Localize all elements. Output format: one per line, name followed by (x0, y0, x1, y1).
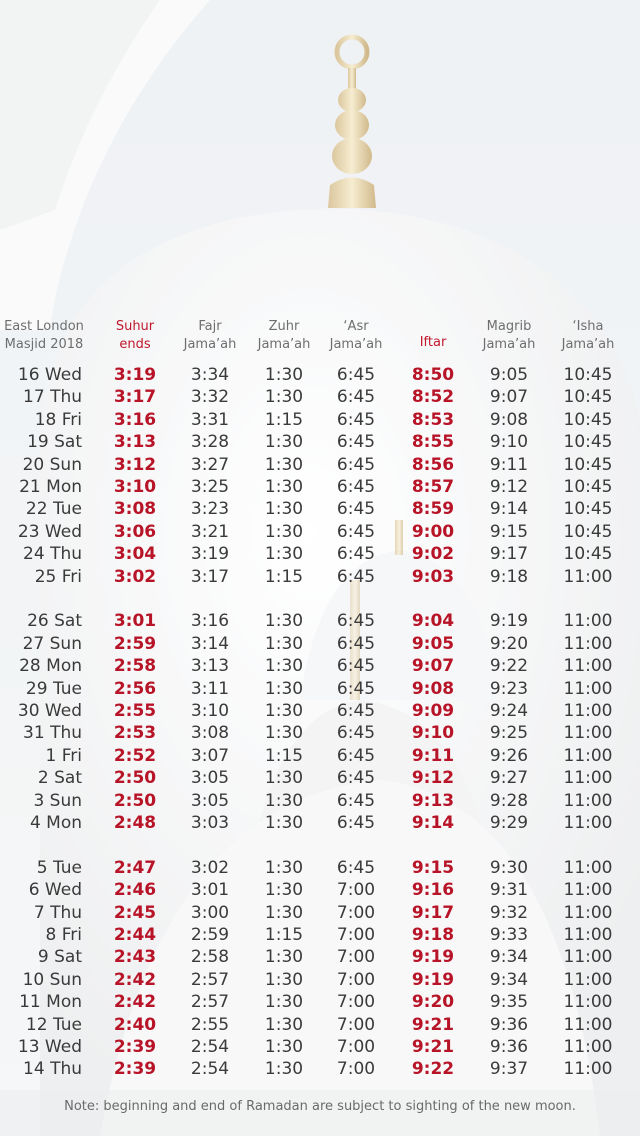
cell-isha: 11:00 (563, 723, 613, 744)
cell-iftar: 9:17 (411, 902, 455, 923)
cell-isha: 11:00 (563, 790, 613, 811)
cell-zuhr: 1:30 (264, 611, 304, 632)
table-row (0, 386, 640, 408)
table-row (0, 879, 640, 901)
cell-asr: 7:00 (336, 1014, 376, 1035)
cell-isha: 10:45 (563, 387, 613, 408)
cell-fajr: 3:23 (190, 499, 230, 520)
cell-asr: 6:45 (336, 768, 376, 789)
header-fajr-line1: Fajr (198, 319, 222, 334)
cell-isha: 10:45 (563, 499, 613, 520)
header-fajr (175, 318, 245, 354)
table-row (0, 655, 640, 677)
cell-day: 31 Thu (23, 723, 82, 744)
cell-isha: 11:00 (563, 611, 613, 632)
table-row (0, 946, 640, 968)
cell-asr: 6:45 (336, 477, 376, 497)
cell-iftar: 9:21 (411, 1014, 455, 1035)
cell-magrib: 9:35 (489, 992, 529, 1013)
cell-iftar: 9:08 (411, 678, 455, 699)
cell-zuhr: 1:30 (264, 790, 304, 811)
cell-day: 26 Sat (27, 611, 82, 632)
cell-suhur: 2:48 (113, 813, 157, 833)
header-suhur-line2: ends (119, 337, 151, 352)
cell-magrib: 9:31 (489, 880, 529, 901)
cell-asr: 6:45 (336, 656, 376, 677)
cell-zuhr: 1:30 (264, 880, 304, 901)
cell-iftar: 9:11 (411, 745, 455, 766)
cell-iftar: 8:57 (411, 477, 455, 497)
cell-fajr: 3:31 (190, 409, 230, 430)
cell-zuhr: 1:30 (264, 432, 304, 453)
cell-zuhr: 1:15 (264, 409, 304, 430)
cell-fajr: 3:01 (190, 880, 230, 901)
cell-fajr: 3:21 (190, 521, 230, 542)
header-magrib-line1: Magrib (486, 319, 532, 334)
cell-fajr: 3:32 (190, 387, 230, 408)
cell-asr: 6:45 (336, 633, 376, 654)
cell-isha: 10:45 (563, 521, 613, 542)
cell-fajr: 2:58 (190, 947, 230, 968)
header-zuhr (249, 318, 319, 354)
table-row (0, 1014, 640, 1036)
cell-iftar: 9:19 (411, 947, 455, 968)
table-row (0, 566, 640, 588)
cell-zuhr: 1:30 (264, 499, 304, 520)
cell-iftar: 9:04 (411, 611, 455, 632)
cell-fajr: 3:16 (190, 611, 230, 632)
cell-fajr: 3:05 (190, 768, 230, 789)
cell-isha: 11:00 (563, 1037, 613, 1057)
cell-day: 19 Sat (27, 432, 82, 453)
cell-magrib: 9:17 (489, 544, 529, 565)
cell-zuhr: 1:30 (264, 1059, 304, 1080)
cell-iftar: 9:14 (411, 813, 455, 833)
cell-suhur: 3:01 (113, 611, 157, 632)
cell-magrib: 9:12 (489, 477, 529, 497)
cell-day: 20 Sun (22, 454, 82, 475)
table-row (0, 364, 640, 386)
cell-asr: 6:45 (336, 678, 376, 699)
cell-fajr: 3:08 (190, 723, 230, 744)
cell-iftar: 8:59 (411, 499, 455, 520)
cell-fajr: 3:07 (190, 745, 230, 766)
cell-suhur: 3:17 (113, 387, 157, 408)
cell-magrib: 9:37 (489, 1059, 529, 1080)
cell-asr: 7:00 (336, 992, 376, 1013)
cell-suhur: 2:58 (113, 656, 157, 677)
cell-isha: 11:00 (563, 813, 613, 833)
cell-iftar: 9:07 (411, 656, 455, 677)
cell-day: 18 Fri (34, 409, 82, 430)
footer-note: Note: beginning and end of Ramadan are subject to sighting of the new moon. (64, 1099, 576, 1114)
cell-iftar: 8:50 (411, 365, 455, 385)
cell-day: 27 Sun (22, 633, 82, 654)
cell-fajr: 2:57 (190, 992, 230, 1013)
header-asr-line2: Jama’ah (329, 337, 383, 352)
cell-asr: 6:45 (336, 387, 376, 408)
cell-day: 14 Thu (23, 1059, 82, 1080)
table-row (0, 610, 640, 632)
cell-isha: 11:00 (563, 656, 613, 677)
cell-magrib: 9:30 (489, 857, 529, 878)
cell-suhur: 2:39 (113, 1037, 157, 1057)
cell-fajr: 3:25 (190, 477, 230, 497)
cell-asr: 7:00 (336, 1037, 376, 1057)
cell-zuhr: 1:30 (264, 365, 304, 385)
cell-magrib: 9:11 (489, 454, 529, 475)
table-row (0, 454, 640, 476)
cell-magrib: 9:14 (489, 499, 529, 520)
cell-iftar: 9:20 (411, 992, 455, 1013)
cell-magrib: 9:10 (489, 432, 529, 453)
cell-magrib: 9:27 (489, 768, 529, 789)
table-row (0, 521, 640, 543)
header-zuhr-line2: Jama’ah (257, 337, 311, 352)
header-isha (553, 318, 623, 354)
table-row (0, 924, 640, 946)
cell-suhur: 2:42 (113, 992, 157, 1013)
header-iftar (398, 334, 468, 352)
cell-fajr: 3:13 (190, 656, 230, 677)
cell-zuhr: 1:30 (264, 813, 304, 833)
header-iftar-line1: Iftar (419, 335, 447, 350)
cell-isha: 10:45 (563, 477, 613, 497)
cell-zuhr: 1:30 (264, 1037, 304, 1057)
cell-zuhr: 1:30 (264, 768, 304, 789)
cell-day: 5 Tue (36, 857, 82, 878)
cell-iftar: 9:16 (411, 880, 455, 901)
cell-suhur: 2:46 (113, 880, 157, 901)
cell-fajr: 2:54 (190, 1059, 230, 1080)
cell-asr: 6:45 (336, 611, 376, 632)
cell-day: 29 Tue (25, 678, 82, 699)
cell-isha: 10:45 (563, 544, 613, 565)
header-masjid-line1: East London (4, 319, 84, 334)
cell-zuhr: 1:30 (264, 902, 304, 923)
cell-suhur: 2:56 (113, 678, 157, 699)
cell-isha: 11:00 (563, 969, 613, 990)
cell-magrib: 9:15 (489, 521, 529, 542)
table-row (0, 991, 640, 1013)
header-asr (321, 318, 391, 354)
cell-asr: 6:45 (336, 521, 376, 542)
cell-isha: 11:00 (563, 947, 613, 968)
header-isha-line2: Jama’ah (561, 337, 615, 352)
cell-day: 13 Wed (17, 1037, 82, 1057)
table-row (0, 409, 640, 431)
table-row (0, 498, 640, 520)
cell-iftar: 8:55 (411, 432, 455, 453)
cell-iftar: 9:09 (411, 701, 455, 721)
cell-asr: 7:00 (336, 947, 376, 968)
cell-suhur: 2:42 (113, 969, 157, 990)
cell-suhur: 3:08 (113, 499, 157, 520)
cell-zuhr: 1:30 (264, 701, 304, 721)
cell-zuhr: 1:30 (264, 947, 304, 968)
cell-fajr: 3:00 (190, 902, 230, 923)
cell-asr: 7:00 (336, 969, 376, 990)
cell-day: 10 Sun (22, 969, 82, 990)
cell-day: 16 Wed (17, 365, 82, 385)
cell-asr: 7:00 (336, 880, 376, 901)
cell-day: 2 Sat (37, 768, 82, 789)
header-magrib (474, 318, 544, 354)
cell-zuhr: 1:30 (264, 992, 304, 1013)
cell-magrib: 9:07 (489, 387, 529, 408)
cell-suhur: 2:50 (113, 790, 157, 811)
cell-suhur: 2:59 (113, 633, 157, 654)
cell-isha: 10:45 (563, 432, 613, 453)
cell-asr: 6:45 (336, 454, 376, 475)
cell-fajr: 3:34 (190, 365, 230, 385)
cell-zuhr: 1:15 (264, 925, 304, 945)
table-row (0, 431, 640, 453)
cell-day: 6 Wed (28, 880, 82, 901)
cell-asr: 6:45 (336, 499, 376, 520)
cell-iftar: 9:12 (411, 768, 455, 789)
cell-fajr: 3:10 (190, 701, 230, 721)
header-masjid (0, 318, 88, 354)
table-row (0, 700, 640, 722)
cell-magrib: 9:18 (489, 566, 529, 587)
cell-zuhr: 1:30 (264, 857, 304, 878)
cell-suhur: 2:43 (113, 947, 157, 968)
cell-magrib: 9:29 (489, 813, 529, 833)
cell-zuhr: 1:30 (264, 678, 304, 699)
cell-day: 28 Mon (19, 656, 82, 677)
cell-asr: 6:45 (336, 745, 376, 766)
cell-day: 7 Thu (33, 902, 82, 923)
cell-suhur: 2:53 (113, 723, 157, 744)
table-row (0, 812, 640, 834)
cell-iftar: 9:02 (411, 544, 455, 565)
cell-iftar: 8:52 (411, 387, 455, 408)
cell-day: 17 Thu (23, 387, 82, 408)
cell-iftar: 9:03 (411, 566, 455, 587)
cell-fajr: 2:59 (190, 925, 230, 945)
cell-zuhr: 1:30 (264, 969, 304, 990)
cell-zuhr: 1:30 (264, 633, 304, 654)
cell-zuhr: 1:30 (264, 387, 304, 408)
cell-isha: 11:00 (563, 880, 613, 901)
cell-day: 24 Thu (23, 544, 82, 565)
table-row (0, 1058, 640, 1080)
cell-iftar: 9:13 (411, 790, 455, 811)
cell-suhur: 2:39 (113, 1059, 157, 1080)
cell-magrib: 9:08 (489, 409, 529, 430)
cell-suhur: 2:52 (113, 745, 157, 766)
cell-fajr: 3:27 (190, 454, 230, 475)
cell-isha: 11:00 (563, 566, 613, 587)
table-row (0, 969, 640, 991)
cell-asr: 6:45 (336, 409, 376, 430)
cell-zuhr: 1:30 (264, 521, 304, 542)
cell-asr: 6:45 (336, 857, 376, 878)
cell-magrib: 9:36 (489, 1037, 529, 1057)
cell-fajr: 3:19 (190, 544, 230, 565)
header-magrib-line2: Jama’ah (482, 337, 536, 352)
table-row (0, 790, 640, 812)
header-fajr-line2: Jama’ah (183, 337, 237, 352)
cell-asr: 6:45 (336, 790, 376, 811)
cell-magrib: 9:22 (489, 656, 529, 677)
header-isha-line1: ‘Isha (572, 319, 604, 334)
cell-fajr: 3:05 (190, 790, 230, 811)
cell-fajr: 3:14 (190, 633, 230, 654)
cell-suhur: 2:40 (113, 1014, 157, 1035)
header-masjid-line2: Masjid 2018 (4, 337, 84, 352)
cell-isha: 11:00 (563, 902, 613, 923)
cell-magrib: 9:34 (489, 969, 529, 990)
cell-iftar: 8:56 (411, 454, 455, 475)
cell-magrib: 9:34 (489, 947, 529, 968)
cell-suhur: 2:47 (113, 857, 157, 878)
cell-asr: 6:45 (336, 566, 376, 587)
cell-zuhr: 1:30 (264, 723, 304, 744)
cell-iftar: 9:00 (411, 521, 455, 542)
cell-isha: 11:00 (563, 633, 613, 654)
cell-suhur: 2:45 (113, 902, 157, 923)
cell-suhur: 3:06 (113, 521, 157, 542)
cell-suhur: 3:16 (113, 409, 157, 430)
cell-iftar: 9:21 (411, 1037, 455, 1057)
cell-asr: 7:00 (336, 902, 376, 923)
cell-zuhr: 1:30 (264, 656, 304, 677)
cell-isha: 11:00 (563, 768, 613, 789)
cell-iftar: 9:15 (411, 857, 455, 878)
cell-zuhr: 1:15 (264, 566, 304, 587)
cell-magrib: 9:32 (489, 902, 529, 923)
cell-fajr: 3:11 (190, 678, 230, 699)
cell-asr: 6:45 (336, 701, 376, 721)
table-row (0, 857, 640, 879)
cell-day: 30 Wed (17, 701, 82, 721)
cell-zuhr: 1:30 (264, 454, 304, 475)
cell-asr: 6:45 (336, 432, 376, 453)
cell-day: 8 Fri (45, 925, 82, 945)
cell-asr: 6:45 (336, 365, 376, 385)
cell-isha: 11:00 (563, 745, 613, 766)
cell-fajr: 3:03 (190, 813, 230, 833)
header-suhur-line1: Suhur (115, 319, 155, 334)
cell-isha: 10:45 (563, 409, 613, 430)
header-suhur (100, 318, 170, 354)
cell-day: 9 Sat (37, 947, 82, 968)
cell-fajr: 2:55 (190, 1014, 230, 1035)
cell-iftar: 9:19 (411, 969, 455, 990)
cell-isha: 11:00 (563, 1014, 613, 1035)
table-row (0, 767, 640, 789)
cell-isha: 11:00 (563, 678, 613, 699)
cell-isha: 11:00 (563, 857, 613, 878)
cell-suhur: 2:44 (113, 925, 157, 945)
cell-magrib: 9:28 (489, 790, 529, 811)
cell-iftar: 9:22 (411, 1059, 455, 1080)
cell-magrib: 9:05 (489, 365, 529, 385)
cell-isha: 11:00 (563, 925, 613, 945)
cell-asr: 6:45 (336, 544, 376, 565)
cell-suhur: 2:55 (113, 701, 157, 721)
cell-asr: 7:00 (336, 925, 376, 945)
cell-iftar: 9:10 (411, 723, 455, 744)
cell-day: 22 Tue (25, 499, 82, 520)
cell-iftar: 9:05 (411, 633, 455, 654)
cell-fajr: 3:17 (190, 566, 230, 587)
cell-suhur: 3:12 (113, 454, 157, 475)
table-row (0, 722, 640, 744)
cell-asr: 6:45 (336, 813, 376, 833)
table-row (0, 745, 640, 767)
cell-zuhr: 1:30 (264, 477, 304, 497)
cell-zuhr: 1:30 (264, 544, 304, 565)
cell-fajr: 3:28 (190, 432, 230, 453)
cell-isha: 11:00 (563, 992, 613, 1013)
cell-magrib: 9:23 (489, 678, 529, 699)
cell-iftar: 9:18 (411, 925, 455, 945)
cell-fajr: 2:54 (190, 1037, 230, 1057)
cell-fajr: 2:57 (190, 969, 230, 990)
header-zuhr-line1: Zuhr (268, 319, 300, 334)
cell-day: 1 Fri (45, 745, 82, 766)
cell-day: 23 Wed (17, 521, 82, 542)
cell-day: 3 Sun (33, 790, 82, 811)
cell-day: 21 Mon (19, 477, 82, 497)
cell-isha: 10:45 (563, 454, 613, 475)
cell-iftar: 8:53 (411, 409, 455, 430)
cell-suhur: 3:13 (113, 432, 157, 453)
cell-suhur: 2:50 (113, 768, 157, 789)
cell-fajr: 3:02 (190, 857, 230, 878)
cell-magrib: 9:26 (489, 745, 529, 766)
cell-magrib: 9:33 (489, 925, 529, 945)
table-row (0, 476, 640, 498)
cell-magrib: 9:19 (489, 611, 529, 632)
cell-zuhr: 1:30 (264, 1014, 304, 1035)
cell-day: 12 Tue (25, 1014, 82, 1035)
table-row (0, 678, 640, 700)
cell-isha: 11:00 (563, 1059, 613, 1080)
cell-magrib: 9:25 (489, 723, 529, 744)
table-row (0, 1036, 640, 1058)
cell-suhur: 3:10 (113, 477, 157, 497)
cell-suhur: 3:19 (113, 365, 157, 385)
table-row (0, 633, 640, 655)
header-asr-line1: ‘Asr (343, 319, 369, 334)
table-row (0, 543, 640, 565)
cell-isha: 11:00 (563, 701, 613, 721)
cell-day: 25 Fri (34, 566, 82, 587)
cell-isha: 10:45 (563, 365, 613, 385)
cell-day: 11 Mon (19, 992, 82, 1013)
cell-magrib: 9:36 (489, 1014, 529, 1035)
table-row (0, 902, 640, 924)
cell-magrib: 9:24 (489, 701, 529, 721)
cell-suhur: 3:02 (113, 566, 157, 587)
cell-suhur: 3:04 (113, 544, 157, 565)
cell-magrib: 9:20 (489, 633, 529, 654)
cell-asr: 7:00 (336, 1059, 376, 1080)
cell-asr: 6:45 (336, 723, 376, 744)
cell-zuhr: 1:15 (264, 745, 304, 766)
cell-day: 4 Mon (29, 813, 82, 833)
